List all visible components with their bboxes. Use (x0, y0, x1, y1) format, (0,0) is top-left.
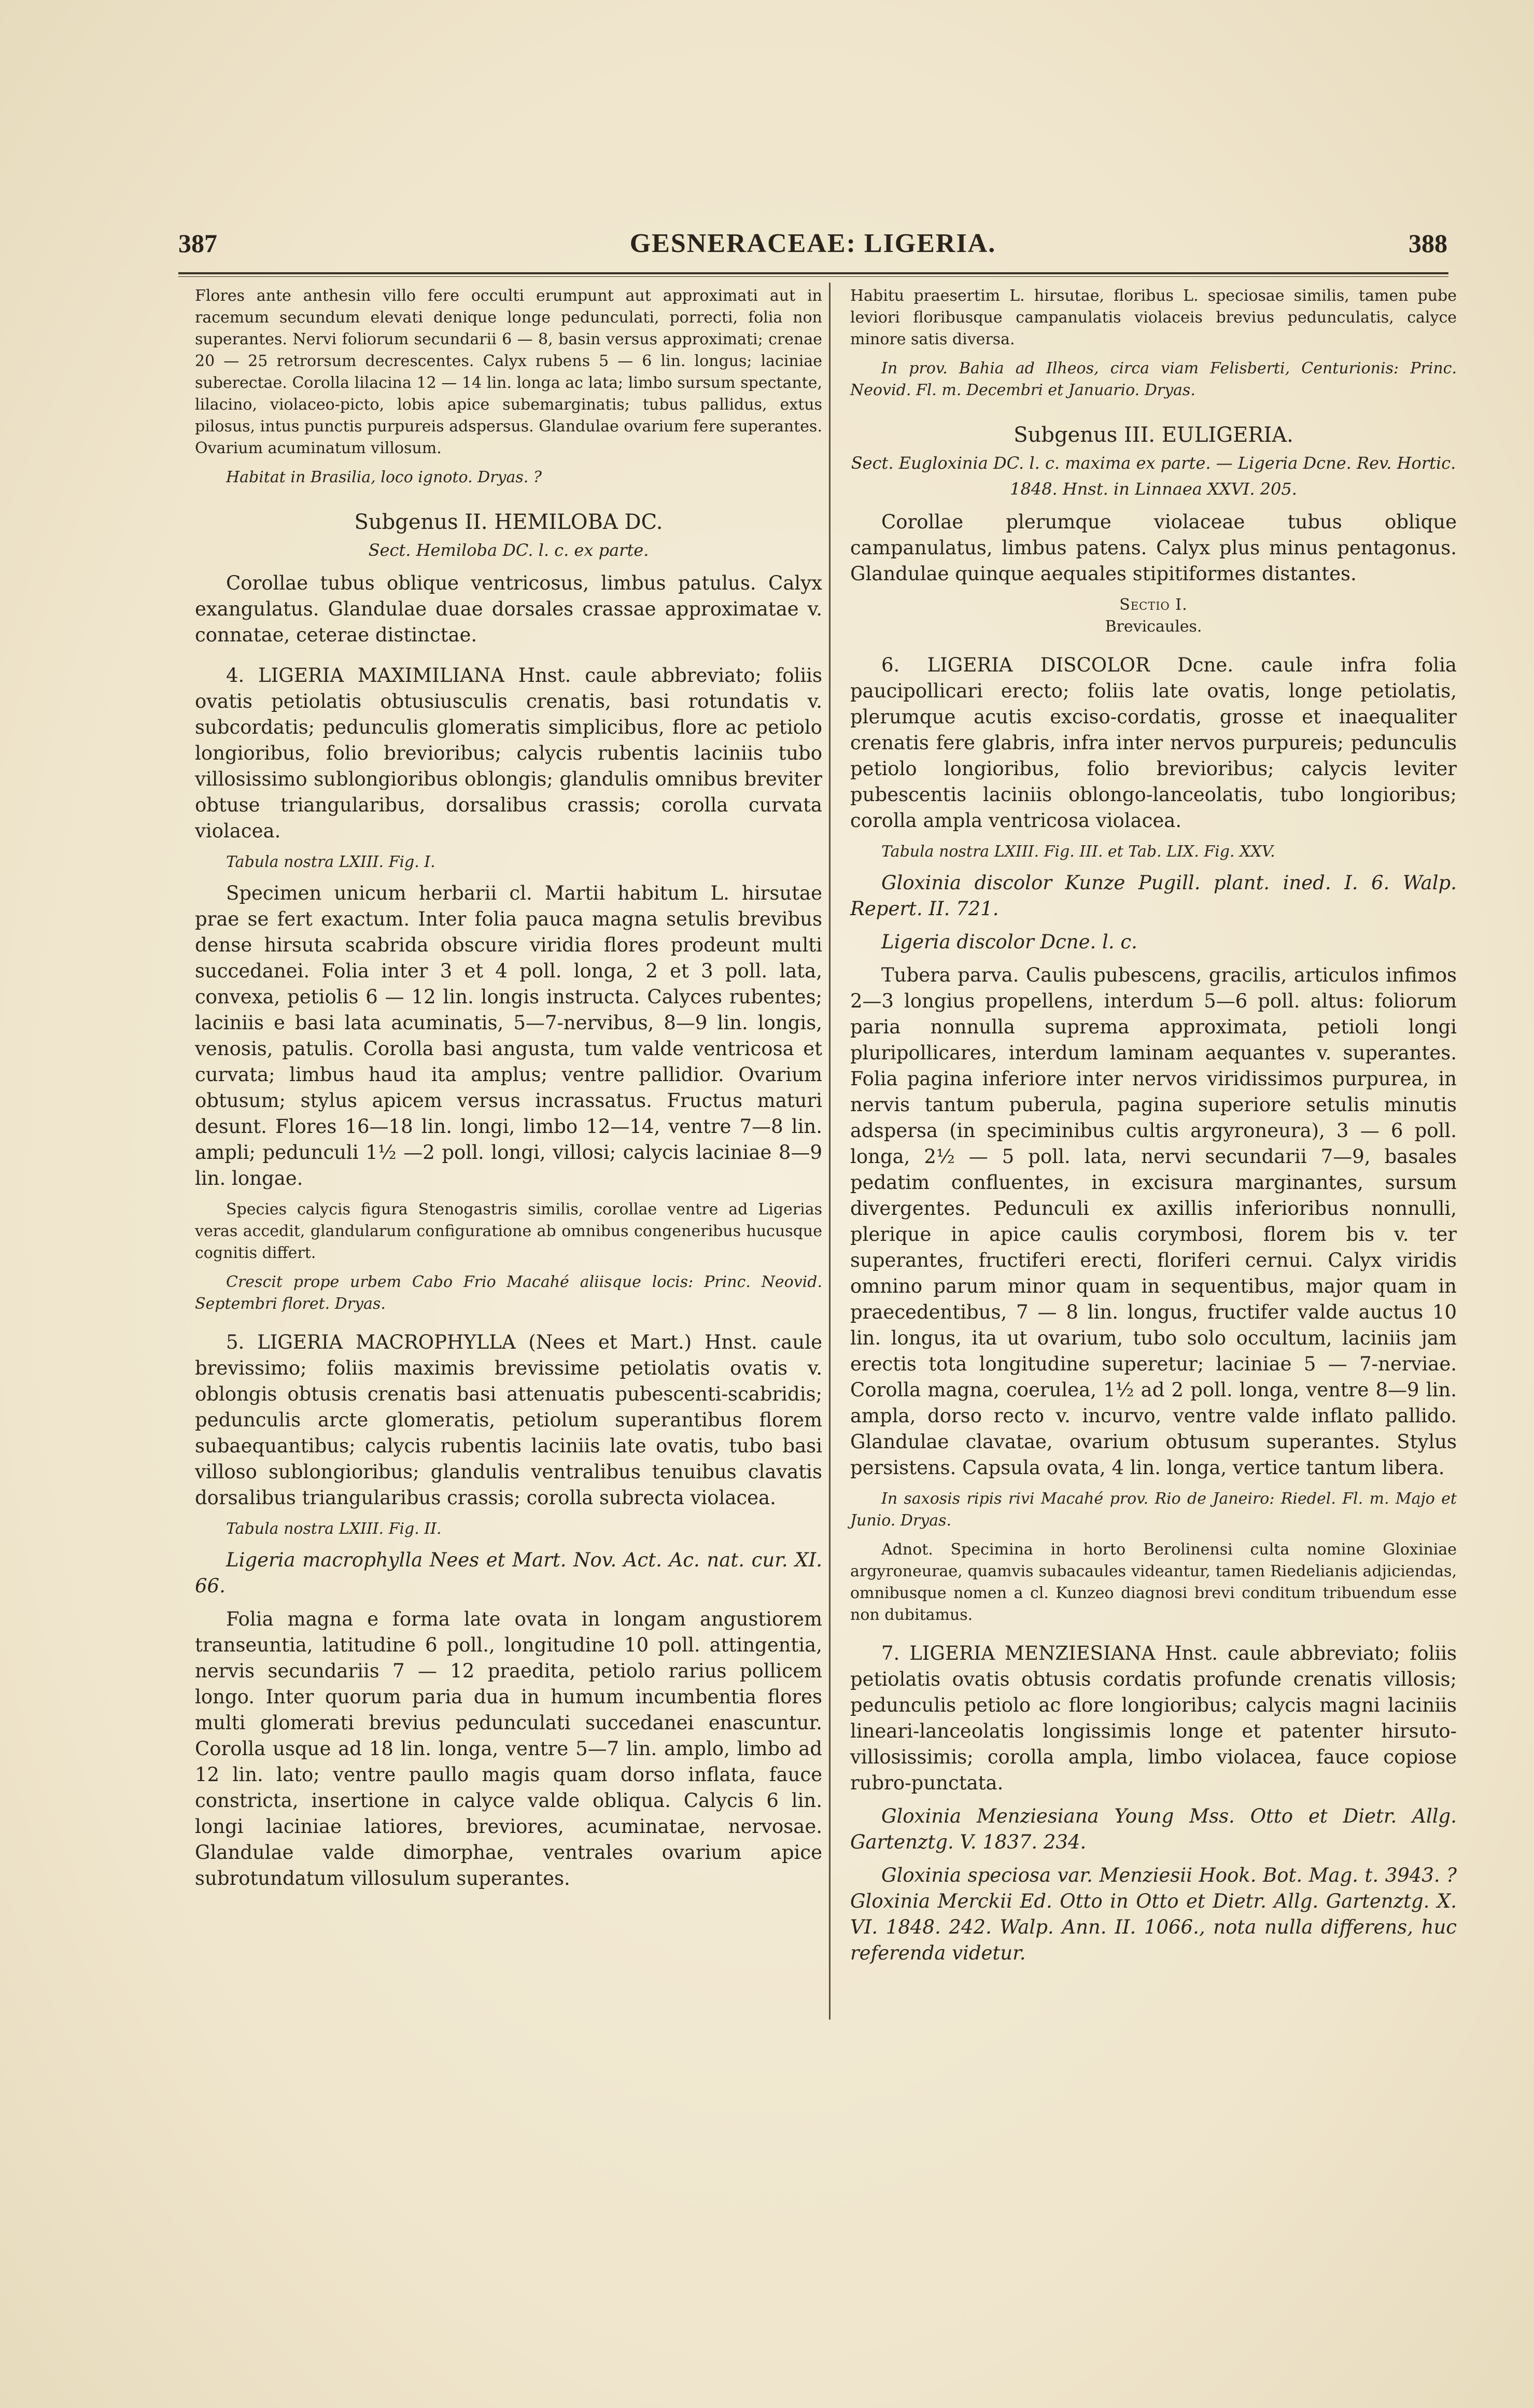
species-diagnosis: 4. LIGERIA MAXIMILIANA Hnst. caule abbreviato; foliis ovatis petiolatis obtusiusculis crenatis, basi rotundatis v. subcordatis; pedunculis glomeratis simplicibus, flore ac petiolo longioribus, folio brevioribus; calycis rubentis laciniis tubo villosissimo sublongioribus oblongis; glandulis omnibus breviter obtuse triangularibus, dorsalibus crassis; corolla curvata violacea. (195, 664, 822, 842)
subgenus-heading: Subgenus III. EULIGERIA. (1014, 423, 1293, 447)
species-diagnosis: 6. LIGERIA DISCOLOR Dcne. caule infra folia paucipollicari erecto; foliis late ovatis, longe petiolatis, plerumque acutis exciso-cordatis, grosse et inaequaliter crenatis fere glabris, infra inter nervos purpureis; pedunculis petiolo longioribus, folio brevioribus; calycis leviter pubescentis laciniis oblongo-lanceolatis, tubo longioribus; corolla ampla ventricosa violacea. (850, 654, 1457, 832)
species-description: Folia magna e forma late ovata in longam angustiorem transeuntia, latitudine 6 poll., longitudine 10 poll. attingentia, nervis secundariis 7 — 12 praedita, petiolo rarius pollicem longo. Inter quorum paria dua in humum incumbentia flores multi glomerati brevius pedunculati succedanei enascuntur. Corolla usque ad 18 lin. longa, ventre 5—7 lin. amplo, limbo ad 12 lin. lato; ventre paullo magis quam dorso inflata, fauce constricta, insertione in calyce valde obliqua. Calycis 6 lin. longi laciniae latiores, breviores, acuminatae, nervosae. Glandulae valde dimorphae, ventrales ovarium apice subrotundatum villosulum superantes. (195, 1608, 822, 1889)
sectio-name: Brevicaules. (1105, 618, 1202, 636)
plate-reference: Tabula nostra LXIII. Fig. I. (226, 853, 435, 871)
synonym: Ligeria discolor Dcne. l. c. (881, 931, 1137, 953)
section-reference: Sect. Hemiloba DC. l. c. ex parte. (368, 540, 649, 560)
species-diagnosis: 5. LIGERIA MACROPHYLLA (Nees et Mart.) Hnst. caule brevissimo; foliis maximis brevissime petiolatis ovatis v. oblongis obtusis crenatis basi attenuatis pubescenti-scabridis; pedunculis arcte glomeratis, petiolum superantibus florem subaequantibus; calycis rubentis laciniis late ovatis, tubo basi villoso sublongioribus; glandulis ventralibus tenuibus clavatis dorsalibus triangularibus crassis; corolla subrecta violacea. (195, 1331, 822, 1509)
sectio-heading: Sectio I. (1119, 596, 1188, 614)
locality: Crescit prope urbem Cabo Frio Macahé aliisque locis: Princ. Neovid. Septembri floret. Dryas. (195, 1273, 822, 1313)
header-rule (178, 272, 1448, 274)
subgenus-description: Corollae plerumque violaceae tubus oblique campanulatus, limbus patens. Calyx plus minus pentagonus. Glandulae quinque aequales stipitiformes distantes. (850, 511, 1457, 585)
synonym: Ligeria macrophylla Nees et Mart. Nov. Act. Ac. nat. cur. XI. 66. (195, 1549, 822, 1597)
paragraph: Habitu praesertim L. hirsutae, floribus L. speciosae similis, tamen pube leviori floribusque campanulatis violaceis brevius pedunculatis, calyce minore satis diversa. (850, 287, 1457, 348)
plate-reference: Tabula nostra LXIII. Fig. II. (226, 1520, 442, 1538)
species-diagnosis: 7. LIGERIA MENZIESIANA Hnst. caule abbreviato; foliis petiolatis ovatis obtusis cordatis profunde crenatis villosis; pedunculis petiolo ac flore longioribus; calycis magni laciniis lineari-lanceolatis longissimis longe et patenter hirsuto-villosissimis; corolla ampla, limbo violacea, fauce copiose rubro-punctata. (850, 1642, 1457, 1794)
paragraph: Flores ante anthesin villo fere occulti erumpunt aut approximati aut in racemum secundum elevati denique longe pedunculati, porrecti, folia non superantes. Nervi foliorum secundarii 6 — 8, basin versus approximati; crenae 20 — 25 retrorsum decrescentes. Calyx rubens 5 — 6 lin. longus; laciniae suberectae. Corolla lilacina 12 — 14 lin. longa ac lata; limbo sursum spectante, lilacino, violaceo-picto, lobis apice subemarginatis; tubus pallidus, extus pilosus, intus punctis purpureis adspersus. Glandulae ovarium fere superantes. Ovarium acuminatum villosum. (195, 287, 822, 457)
plate-reference: Tabula nostra LXIII. Fig. III. et Tab. LIX. Fig. XXV. (881, 843, 1275, 861)
page-number-right: 388 (1409, 229, 1447, 258)
column-divider (829, 283, 831, 2020)
page-number-left: 387 (178, 229, 217, 258)
subgenus-heading: Subgenus II. HEMILOBA DC. (354, 510, 663, 534)
section-reference: Sect. Eugloxinia DC. l. c. maxima ex parte. — Ligeria Dcne. Rev. Hortic. 1848. Hnst. in Linnaea XXVI. 205. (851, 453, 1456, 499)
locality: In prov. Bahia ad Ilheos, circa viam Felisberti, Centurionis: Princ. Neovid. Fl. m. Decembri et Januario. Dryas. (850, 359, 1457, 399)
synonym: Gloxinia Menziesiana Young Mss. Otto et Dietr. Allg. Gartenztg. V. 1837. 234. (850, 1805, 1457, 1853)
locality: In saxosis ripis rivi Macahé prov. Rio de Janeiro: Riedel. Fl. m. Majo et Junio. Dryas. (850, 1490, 1457, 1530)
subgenus-description: Corollae tubus oblique ventricosus, limbus patulus. Calyx exangulatus. Glandulae duae dorsales crassae approximatae v. connatae, ceterae distinctae. (195, 572, 822, 646)
synonym: Gloxinia speciosa var. Menziesii Hook. Bot. Mag. t. 3943. ? Gloxinia Merckii Ed. Otto in Otto et Dietr. Allg. Gartenztg. X. VI. 1848. 242. Walp. Ann. II. 1066., nota nulla differens, huc referenda videtur. (850, 1864, 1457, 1964)
left-column (195, 285, 822, 1899)
right-column (850, 285, 1457, 1973)
species-note: Species calycis figura Stenogastris similis, corollae ventre ad Ligerias veras accedit, glandularum configuratione ab omnibus congeneribus hucusque cognitis differt. (195, 1200, 822, 1262)
annotation: Adnot. Specimina in horto Berolinensi culta nomine Gloxiniae argyroneurae, quamvis subacaules videantur, tamen Riedelianis adjiciendas, omnibusque nomen a cl. Kunzeo diagnosi brevi conditum tribuendum esse non dubitamus. (850, 1541, 1457, 1624)
running-title: GESNERACEAE: LIGERIA. (629, 229, 996, 258)
habitat: Habitat in Brasilia, loco ignoto. Dryas. ? (226, 468, 542, 486)
species-description: Specimen unicum herbarii cl. Martii habitum L. hirsutae prae se fert exactum. Inter folia pauca magna setulis brevibus dense hirsuta scabrida obscure viridia flores prodeunt multi succedanei. Folia inter 3 et 4 poll. longa, 2 et 3 poll. lata, convexa, petiolis 6 — 12 lin. longis instructa. Calyces rubentes; laciniis e basi lata acuminatis, 5—7-nervibus, 8—9 lin. longis, venosis, patulis. Corolla basi angusta, tum valde ventricosa et curvata; limbus haud ita amplus; ventre pallidior. Ovarium obtusum; stylus apicem versus incrassatus. Fructus maturi desunt. Flores 16—18 lin. longi, limbo 12—14, ventre 7—8 lin. ampli; pedunculi 1½ —2 poll. longi, villosi; calycis laciniae 8—9 lin. longae. (195, 882, 822, 1189)
synonym: Gloxinia discolor Kunze Pugill. plant. ined. I. 6. Walp. Repert. II. 721. (850, 872, 1457, 920)
header-rule-thin (178, 276, 1448, 277)
running-header (178, 228, 1447, 270)
species-description: Tubera parva. Caulis pubescens, gracilis, articulos infimos 2—3 longius propellens, interdum 5—6 poll. altus: foliorum paria nonnulla suprema approximata, petioli longi pluripollicares, interdum laminam aequantes v. superantes. Folia pagina inferiore inter nervos viridissimos purpurea, in nervis tantum puberula, pagina superiore setulis minutis adspersa (in speciminibus cultis argyroneura), 3 — 6 poll. longa, 2½ — 5 poll. lata, nervi secundarii 7—9, basales pedatim confluentes, in excisura marginantes, sursum divergentes. Pedunculi ex axillis inferioribus nonnulli, plerique in apice caulis corymbosi, florem bis v. ter superantes, fructiferi erecti, floriferi cernui. Calyx viridis omnino parum minor quam in sequentibus, major quam in praecedentibus, 7 — 8 lin. longus, fructifer valde auctus 10 lin. longus, ita ut ovarium, tubo solo occultum, laciniis jam erectis tota longitudine superetur; laciniae 5 — 7-nerviae. Corolla magna, coerulea, 1½ ad 2 poll. longa, ventre 8—9 lin. ampla, dorso recto v. incurvo, ventre valde inflato pallido. Glandulae clavatae, ovarium obtusum superantes. Stylus persistens. Capsula ovata, 4 lin. longa, vertice tantum libera. (850, 964, 1457, 1479)
